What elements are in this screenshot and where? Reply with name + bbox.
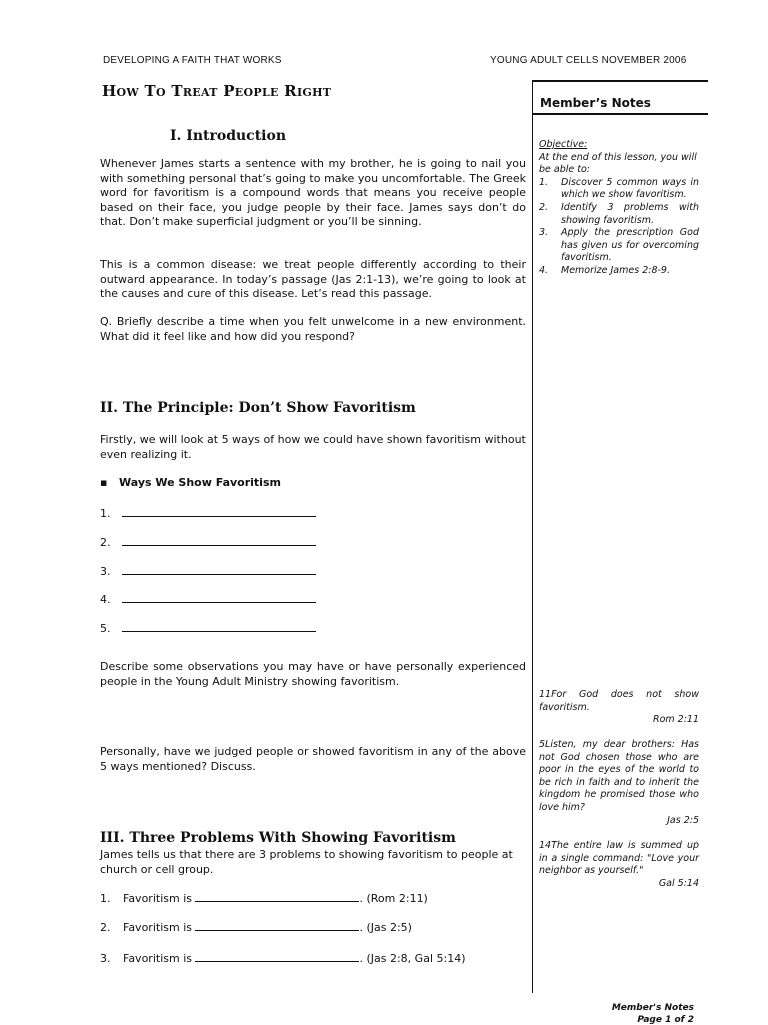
sidebar-divider bbox=[532, 80, 533, 993]
document-title: How To Treat People Right bbox=[102, 82, 332, 100]
fill-in-blank[interactable] bbox=[195, 949, 359, 962]
fill-in-blank[interactable] bbox=[122, 590, 316, 603]
objective-intro: At the end of this lesson, you will be able to: bbox=[539, 151, 697, 176]
objectives-block bbox=[539, 139, 699, 278]
problem-2: 2. Favoritism is . (Jas 2:5) bbox=[100, 918, 412, 934]
sidebar-title: Member’s Notes bbox=[540, 96, 651, 110]
verse-rom-2-11: 11For God does not show favoritism. Rom 2:11 bbox=[539, 689, 699, 726]
section-1-heading: I. Introduction bbox=[170, 128, 286, 144]
intro-paragraph-2: This is a common disease: we treat people differently according to their outward appearance. In today’s passage (Jas 2:1-13), we’re going to look at the causes and cure of this disease. Let’s read this passage. bbox=[100, 258, 526, 301]
fill-in-blank[interactable] bbox=[122, 619, 316, 632]
ways-bullet bbox=[100, 476, 281, 489]
fill-in-blank[interactable] bbox=[195, 889, 359, 902]
way-item-4: 4. bbox=[100, 590, 316, 606]
section-3-heading: III. Three Problems With Showing Favoritism bbox=[100, 830, 456, 846]
fill-in-blank[interactable] bbox=[122, 504, 316, 517]
intro-paragraph-1: Whenever James starts a sentence with my brother, he is going to nail you with something personal that’s going to make you uncomfortable. The Greek word for favoritism is a compound words that means you receive people based on their face, you judge people by their face. James says don’t do that. Don’t make superficial judgment or you’ll be sinning. bbox=[100, 157, 526, 229]
sidebar-title-rule bbox=[532, 113, 708, 115]
verse-jas-2-5: 5Listen, my dear brothers: Has not God chosen those who are poor in the eyes of the world to be rich in faith and to inherit the kingdom he promised those who love him? Jas 2:5 bbox=[539, 739, 699, 826]
list-item: 1. Discover 5 common ways in which we show favoritism. bbox=[539, 176, 699, 201]
problem-1: 1. Favoritism is . (Rom 2:11) bbox=[100, 889, 428, 905]
way-item-3: 3. bbox=[100, 562, 316, 578]
list-item: 4. Memorize James 2:8-9. bbox=[539, 264, 670, 276]
list-item: 3. Apply the prescription God has given us for overcoming favoritism. bbox=[539, 227, 699, 264]
verse-gal-5-14: 14The entire law is summed up in a single command: "Love your neighbor as yourself." Gal 5:14 bbox=[539, 840, 699, 889]
way-item-5: 5. bbox=[100, 619, 316, 635]
section-2-heading: II. The Principle: Don’t Show Favoritism bbox=[100, 400, 416, 416]
way-item-2: 2. bbox=[100, 533, 316, 549]
ways-bullet-label: Ways We Show Favoritism bbox=[119, 476, 281, 489]
header-left: DEVELOPING A FAITH THAT WORKS bbox=[103, 55, 282, 66]
objectives-list bbox=[539, 177, 699, 278]
way-item-1: 1. bbox=[100, 504, 316, 520]
fill-in-blank[interactable] bbox=[122, 533, 316, 546]
page-number: Page 1 of 2 bbox=[637, 1015, 694, 1025]
fill-in-blank[interactable] bbox=[122, 562, 316, 575]
footer-label: Member's Notes bbox=[611, 1003, 694, 1013]
objective-label: Objective: bbox=[539, 139, 588, 150]
personal-prompt: Personally, have we judged people or showed favoritism in any of the above 5 ways mentioned? Discuss. bbox=[100, 745, 526, 773]
intro-question: Q. Briefly describe a time when you felt unwelcome in a new environment. What did it feel like and how did you respond? bbox=[100, 315, 526, 343]
list-item: 2. Identify 3 problems with showing favoritism. bbox=[539, 201, 699, 226]
fill-in-blank[interactable] bbox=[195, 918, 359, 931]
section-3-intro: James tells us that there are 3 problems to showing favoritism to people at church or cell group. bbox=[100, 848, 513, 876]
problem-3: 3. Favoritism is . (Jas 2:8, Gal 5:14) bbox=[100, 949, 466, 965]
section-2-intro: Firstly, we will look at 5 ways of how we could have shown favoritism without even realizing it. bbox=[100, 433, 526, 461]
header-right: YOUNG ADULT CELLS NOVEMBER 2006 bbox=[490, 55, 687, 66]
observations-prompt: Describe some observations you may have or have personally experienced people in the Young Adult Ministry showing favoritism. bbox=[100, 660, 526, 688]
sidebar-top-rule bbox=[532, 80, 708, 82]
bullet-square-icon: ▪ bbox=[100, 476, 108, 489]
